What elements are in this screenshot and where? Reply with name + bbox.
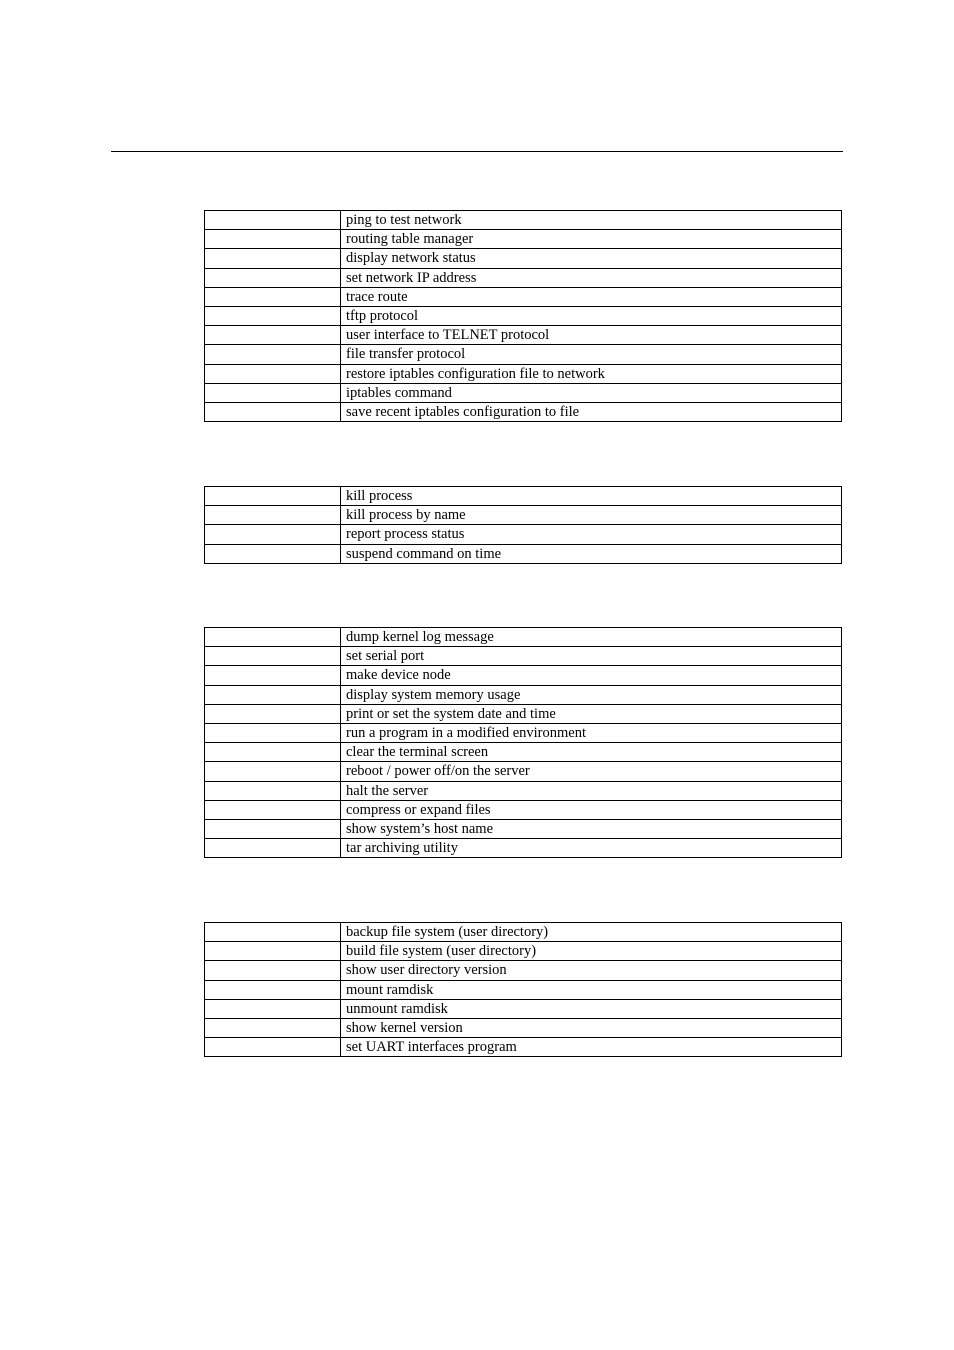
command-description-cell: run a program in a modified environment (341, 723, 842, 742)
header-rule (111, 151, 843, 152)
table-row (205, 1038, 842, 1057)
command-name-cell (205, 647, 341, 666)
command-name-cell (205, 723, 341, 742)
table-row (205, 647, 842, 666)
table-row (205, 525, 842, 544)
command-description-cell: ping to test network (341, 211, 842, 230)
command-description-cell: tar archiving utility (341, 839, 842, 858)
table-row (205, 723, 842, 742)
table-row (205, 544, 842, 563)
command-description-cell: iptables command (341, 383, 842, 402)
command-name-cell (205, 762, 341, 781)
table-row (205, 306, 842, 325)
command-name-cell (205, 326, 341, 345)
command-description-cell: display network status (341, 249, 842, 268)
table-row (205, 819, 842, 838)
command-name-cell (205, 230, 341, 249)
command-description-cell: mount ramdisk (341, 980, 842, 999)
command-name-cell (205, 211, 341, 230)
command-description-cell: report process status (341, 525, 842, 544)
command-name-cell (205, 666, 341, 685)
command-description-cell: save recent iptables configuration to file (341, 402, 842, 421)
table-row (205, 781, 842, 800)
command-name-cell (205, 800, 341, 819)
command-description-cell: routing table manager (341, 230, 842, 249)
command-name-cell (205, 383, 341, 402)
process-commands-table (204, 486, 842, 564)
table-row (205, 999, 842, 1018)
command-description-cell: set network IP address (341, 268, 842, 287)
table-row (205, 364, 842, 383)
command-description-cell: show user directory version (341, 961, 842, 980)
special-commands-table (204, 922, 842, 1057)
other-commands-body (205, 628, 842, 858)
command-name-cell (205, 980, 341, 999)
table-row (205, 211, 842, 230)
command-name-cell (205, 249, 341, 268)
command-description-cell: dump kernel log message (341, 628, 842, 647)
command-name-cell (205, 923, 341, 942)
command-name-cell (205, 1038, 341, 1057)
command-name-cell (205, 819, 341, 838)
command-description-cell: show system’s host name (341, 819, 842, 838)
command-name-cell (205, 268, 341, 287)
command-name-cell (205, 781, 341, 800)
command-description-cell: backup file system (user directory) (341, 923, 842, 942)
table-row (205, 249, 842, 268)
command-name-cell (205, 544, 341, 563)
command-description-cell: restore iptables configuration file to network (341, 364, 842, 383)
table-row (205, 506, 842, 525)
command-description-cell: show kernel version (341, 1018, 842, 1037)
command-description-cell: kill process (341, 487, 842, 506)
command-description-cell: clear the terminal screen (341, 743, 842, 762)
network-commands-table (204, 210, 842, 422)
command-description-cell: set UART interfaces program (341, 1038, 842, 1057)
network-commands-body (205, 211, 842, 422)
table-row (205, 762, 842, 781)
command-name-cell (205, 1018, 341, 1037)
table-row (205, 287, 842, 306)
command-name-cell (205, 306, 341, 325)
process-commands-body (205, 487, 842, 564)
command-name-cell (205, 364, 341, 383)
command-name-cell (205, 685, 341, 704)
table-row (205, 345, 842, 364)
command-description-cell: halt the server (341, 781, 842, 800)
command-description-cell: build file system (user directory) (341, 942, 842, 961)
command-description-cell: suspend command on time (341, 544, 842, 563)
table-row (205, 980, 842, 999)
table-row (205, 685, 842, 704)
special-commands-body (205, 923, 842, 1057)
command-name-cell (205, 525, 341, 544)
command-description-cell: tftp protocol (341, 306, 842, 325)
table-row (205, 487, 842, 506)
command-description-cell: trace route (341, 287, 842, 306)
command-description-cell: make device node (341, 666, 842, 685)
table-row (205, 230, 842, 249)
command-name-cell (205, 704, 341, 723)
table-row (205, 961, 842, 980)
command-name-cell (205, 999, 341, 1018)
command-description-cell: set serial port (341, 647, 842, 666)
command-name-cell (205, 628, 341, 647)
table-row (205, 326, 842, 345)
command-name-cell (205, 961, 341, 980)
table-row (205, 268, 842, 287)
command-description-cell: unmount ramdisk (341, 999, 842, 1018)
table-row (205, 839, 842, 858)
table-row (205, 704, 842, 723)
table-row (205, 942, 842, 961)
table-row (205, 743, 842, 762)
command-description-cell: print or set the system date and time (341, 704, 842, 723)
command-name-cell (205, 743, 341, 762)
command-description-cell: display system memory usage (341, 685, 842, 704)
table-row (205, 383, 842, 402)
command-description-cell: reboot / power off/on the server (341, 762, 842, 781)
table-row (205, 666, 842, 685)
table-row (205, 923, 842, 942)
command-description-cell: compress or expand files (341, 800, 842, 819)
table-row (205, 402, 842, 421)
table-row (205, 1018, 842, 1037)
command-description-cell: file transfer protocol (341, 345, 842, 364)
table-row (205, 800, 842, 819)
command-description-cell: user interface to TELNET protocol (341, 326, 842, 345)
command-name-cell (205, 487, 341, 506)
command-name-cell (205, 942, 341, 961)
command-name-cell (205, 287, 341, 306)
other-commands-table (204, 627, 842, 858)
command-name-cell (205, 839, 341, 858)
command-name-cell (205, 506, 341, 525)
table-row (205, 628, 842, 647)
command-name-cell (205, 402, 341, 421)
command-description-cell: kill process by name (341, 506, 842, 525)
command-name-cell (205, 345, 341, 364)
